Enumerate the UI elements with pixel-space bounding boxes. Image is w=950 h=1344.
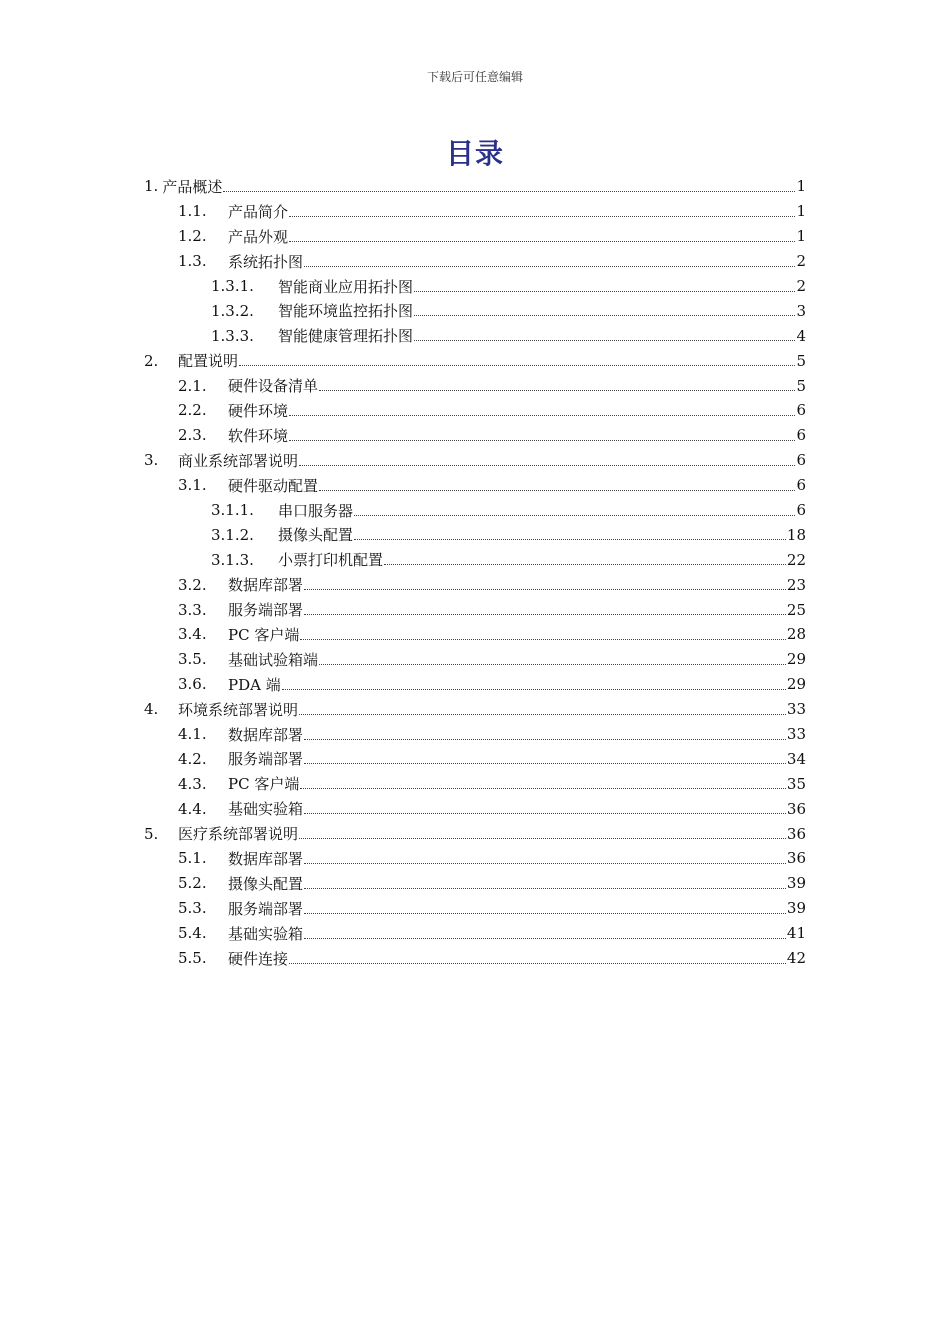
toc-dot-leader bbox=[289, 415, 795, 416]
toc-dot-leader bbox=[304, 938, 786, 939]
toc-entry-label: 软件环境 bbox=[228, 426, 289, 445]
toc-entry-page-number: 6 bbox=[796, 501, 806, 520]
toc-entry-number: 4.3. bbox=[178, 774, 207, 793]
toc-entry-number: 3.3. bbox=[178, 600, 207, 619]
toc-dot-leader bbox=[414, 291, 795, 292]
toc-entry-label: 硬件设备清单 bbox=[228, 377, 319, 396]
toc-dot-leader bbox=[384, 564, 786, 565]
toc-entry-number: 1.1. bbox=[178, 202, 207, 221]
toc-entry-number: 4.1. bbox=[178, 725, 207, 744]
toc-entry[interactable] bbox=[144, 896, 806, 921]
toc-entry[interactable] bbox=[144, 473, 806, 498]
toc-entry-page-number: 4 bbox=[796, 326, 806, 345]
toc-entry-label: 医疗系统部署说明 bbox=[178, 825, 299, 844]
toc-dot-leader bbox=[299, 838, 786, 839]
toc-dot-leader bbox=[319, 664, 786, 665]
toc-entry-page-number: 28 bbox=[786, 625, 806, 644]
toc-entry-page-number: 29 bbox=[786, 650, 806, 669]
toc-entry-page-number: 3 bbox=[796, 301, 806, 320]
toc-entry-page-number: 36 bbox=[786, 824, 806, 843]
toc-entry-page-number: 6 bbox=[796, 426, 806, 445]
toc-entry-number: 5.5. bbox=[178, 949, 207, 968]
toc-dot-leader bbox=[300, 639, 786, 640]
toc-entry[interactable] bbox=[144, 921, 806, 946]
toc-entry-number: 5.3. bbox=[178, 899, 207, 918]
toc-entry[interactable] bbox=[144, 448, 806, 473]
toc-entry[interactable] bbox=[144, 323, 806, 348]
toc-entry-label: PC 客户端 bbox=[228, 775, 300, 794]
toc-entry-label: 配置说明 bbox=[178, 352, 239, 371]
toc-dot-leader bbox=[304, 589, 786, 590]
toc-dot-leader bbox=[239, 365, 795, 366]
toc-entry[interactable] bbox=[144, 746, 806, 771]
toc-entry-label: 串口服务器 bbox=[278, 501, 354, 520]
toc-dot-leader bbox=[299, 714, 786, 715]
toc-entry-page-number: 36 bbox=[786, 849, 806, 868]
table-of-contents bbox=[144, 174, 806, 971]
toc-entry-number: 4. bbox=[144, 700, 159, 719]
toc-entry-number: 5.2. bbox=[178, 874, 207, 893]
toc-entry-label: 数据库部署 bbox=[228, 576, 304, 595]
toc-entry-page-number: 34 bbox=[786, 749, 806, 768]
toc-entry[interactable] bbox=[144, 821, 806, 846]
toc-entry-page-number: 6 bbox=[796, 401, 806, 420]
toc-dot-leader bbox=[304, 763, 786, 764]
toc-entry[interactable] bbox=[144, 199, 806, 224]
toc-entry-label: 摄像头配置 bbox=[278, 526, 354, 545]
toc-entry-label: 数据库部署 bbox=[228, 725, 304, 744]
toc-dot-leader bbox=[414, 315, 795, 316]
toc-entry[interactable] bbox=[144, 224, 806, 249]
toc-dot-leader bbox=[282, 689, 786, 690]
toc-entry-label: 产品概述 bbox=[162, 177, 223, 196]
toc-dot-leader bbox=[304, 913, 786, 914]
toc-entry-number: 3.1. bbox=[178, 476, 207, 495]
toc-dot-leader bbox=[304, 813, 786, 814]
toc-entry-number: 4.2. bbox=[178, 749, 207, 768]
toc-entry[interactable] bbox=[144, 722, 806, 747]
toc-dot-leader bbox=[289, 241, 795, 242]
toc-entry-label: 系统拓扑图 bbox=[228, 252, 304, 271]
toc-entry[interactable] bbox=[144, 771, 806, 796]
toc-entry-number: 3.1.1. bbox=[211, 501, 254, 520]
toc-entry[interactable] bbox=[144, 398, 806, 423]
toc-dot-leader bbox=[354, 515, 795, 516]
toc-entry[interactable] bbox=[144, 373, 806, 398]
toc-entry-label: 硬件环境 bbox=[228, 401, 289, 420]
toc-entry-page-number: 23 bbox=[786, 575, 806, 594]
toc-entry[interactable] bbox=[144, 547, 806, 572]
toc-entry[interactable] bbox=[144, 174, 806, 199]
toc-entry-page-number: 5 bbox=[796, 351, 806, 370]
toc-entry[interactable] bbox=[144, 498, 806, 523]
toc-title: 目录 bbox=[445, 137, 504, 170]
toc-dot-leader bbox=[299, 465, 795, 466]
toc-entry-page-number: 33 bbox=[786, 700, 806, 719]
toc-entry-page-number: 1 bbox=[796, 227, 806, 246]
toc-dot-leader bbox=[289, 963, 786, 964]
toc-dot-leader bbox=[223, 191, 795, 192]
toc-entry-number: 3.6. bbox=[178, 675, 207, 694]
toc-entry-page-number: 2 bbox=[796, 277, 806, 295]
toc-entry-label: 智能商业应用拓扑图 bbox=[278, 277, 414, 296]
toc-dot-leader bbox=[289, 440, 795, 441]
toc-entry[interactable] bbox=[144, 597, 806, 622]
toc-entry-number: 1.2. bbox=[178, 227, 207, 246]
toc-entry-page-number: 35 bbox=[786, 774, 806, 793]
toc-entry-number: 1.3.1. bbox=[211, 277, 254, 295]
toc-entry-label: 基础实验箱 bbox=[228, 924, 304, 943]
toc-entry[interactable] bbox=[144, 423, 806, 448]
toc-entry-number: 1. bbox=[144, 177, 159, 196]
toc-entry[interactable] bbox=[144, 946, 806, 971]
toc-entry-number: 2.2. bbox=[178, 401, 207, 420]
toc-entry-label: 摄像头配置 bbox=[228, 874, 304, 893]
toc-entry-number: 3.1.2. bbox=[211, 525, 254, 544]
toc-dot-leader bbox=[304, 863, 786, 864]
toc-entry-page-number: 1 bbox=[796, 177, 806, 196]
toc-entry-number: 3. bbox=[144, 451, 159, 470]
toc-entry-page-number: 6 bbox=[796, 451, 806, 470]
toc-entry[interactable] bbox=[144, 298, 806, 323]
toc-entry[interactable] bbox=[144, 522, 806, 547]
toc-entry-label: 产品简介 bbox=[228, 202, 289, 221]
toc-entry-number: 2.1. bbox=[178, 376, 207, 395]
toc-entry-label: 服务端部署 bbox=[228, 899, 304, 918]
toc-entry-number: 3.4. bbox=[178, 625, 207, 644]
toc-dot-leader bbox=[300, 788, 786, 789]
toc-entry-page-number: 41 bbox=[786, 924, 806, 943]
toc-entry-page-number: 5 bbox=[796, 376, 806, 395]
toc-entry-number: 3.5. bbox=[178, 650, 207, 669]
toc-dot-leader bbox=[319, 490, 795, 491]
toc-entry-label: 服务端部署 bbox=[228, 601, 304, 620]
toc-entry[interactable] bbox=[144, 796, 806, 821]
toc-entry-page-number: 33 bbox=[786, 725, 806, 744]
toc-entry-page-number: 22 bbox=[786, 550, 806, 569]
toc-dot-leader bbox=[304, 266, 795, 267]
toc-entry-number: 1.3. bbox=[178, 252, 207, 271]
toc-dot-leader bbox=[304, 739, 786, 740]
toc-entry-page-number: 29 bbox=[786, 675, 806, 694]
toc-entry-number: 5. bbox=[144, 824, 159, 843]
toc-entry[interactable] bbox=[144, 697, 806, 722]
toc-entry-label: 数据库部署 bbox=[228, 849, 304, 868]
toc-dot-leader bbox=[289, 216, 795, 217]
toc-entry-label: 硬件连接 bbox=[228, 949, 289, 968]
toc-entry-label: 基础实验箱 bbox=[228, 800, 304, 819]
toc-entry-page-number: 42 bbox=[786, 949, 806, 968]
toc-entry-number: 3.2. bbox=[178, 575, 207, 594]
toc-entry[interactable] bbox=[144, 572, 806, 597]
toc-entry-page-number: 36 bbox=[786, 799, 806, 818]
toc-entry-page-number: 6 bbox=[796, 476, 806, 495]
toc-entry-label: PDA 端 bbox=[228, 675, 281, 694]
toc-entry-number: 3.1.3. bbox=[211, 550, 254, 569]
toc-entry-label: 服务端部署 bbox=[228, 750, 304, 769]
toc-entry-page-number: 39 bbox=[786, 874, 806, 893]
toc-entry-label: PC 客户端 bbox=[228, 625, 300, 644]
toc-entry-page-number: 18 bbox=[786, 525, 806, 544]
toc-entry-label: 智能环境监控拓扑图 bbox=[278, 302, 414, 321]
toc-dot-leader bbox=[354, 539, 786, 540]
toc-entry[interactable] bbox=[144, 846, 806, 871]
toc-entry[interactable] bbox=[144, 647, 806, 672]
toc-dot-leader bbox=[304, 888, 786, 889]
toc-entry-number: 1.3.2. bbox=[211, 301, 254, 320]
toc-entry-label: 智能健康管理拓扑图 bbox=[278, 327, 414, 346]
toc-entry-page-number: 39 bbox=[786, 899, 806, 918]
toc-dot-leader bbox=[319, 390, 795, 391]
toc-entry-label: 产品外观 bbox=[228, 227, 289, 246]
toc-entry-number: 2. bbox=[144, 351, 159, 370]
page-header-note: 下载后可任意编辑 bbox=[426, 70, 523, 84]
toc-entry[interactable] bbox=[144, 672, 806, 697]
toc-entry-label: 商业系统部署说明 bbox=[178, 451, 299, 470]
toc-entry[interactable] bbox=[144, 274, 806, 299]
toc-entry-label: 环境系统部署说明 bbox=[178, 700, 299, 719]
toc-entry-number: 2.3. bbox=[178, 426, 207, 445]
toc-entry-number: 5.1. bbox=[178, 849, 207, 868]
toc-entry-page-number: 1 bbox=[796, 202, 806, 221]
toc-entry-label: 小票打印机配置 bbox=[278, 551, 384, 570]
toc-dot-leader bbox=[304, 614, 786, 615]
toc-entry[interactable] bbox=[144, 249, 806, 274]
toc-entry[interactable] bbox=[144, 871, 806, 896]
toc-entry-page-number: 2 bbox=[796, 252, 806, 271]
toc-entry-page-number: 25 bbox=[786, 600, 806, 619]
toc-entry-number: 1.3.3. bbox=[211, 326, 254, 345]
toc-entry[interactable] bbox=[144, 622, 806, 647]
toc-entry[interactable] bbox=[144, 348, 806, 373]
toc-entry-number: 4.4. bbox=[178, 799, 207, 818]
toc-entry-label: 基础试验箱端 bbox=[228, 650, 319, 669]
toc-dot-leader bbox=[414, 340, 795, 341]
toc-entry-number: 5.4. bbox=[178, 924, 207, 943]
toc-entry-label: 硬件驱动配置 bbox=[228, 476, 319, 495]
